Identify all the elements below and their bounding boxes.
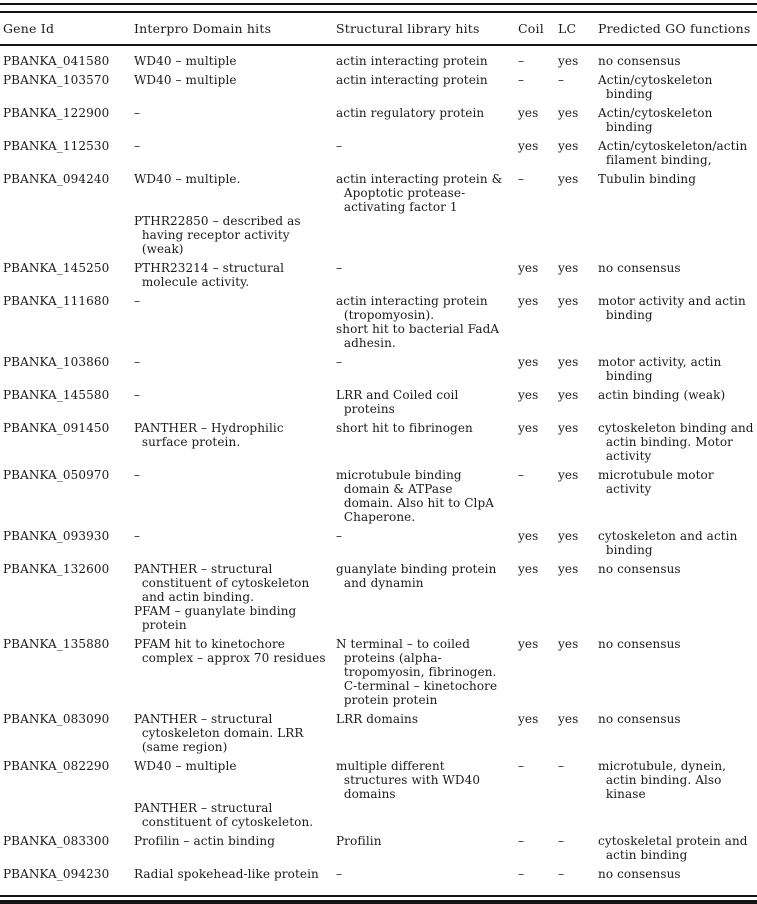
- gene-id-cell: PBANKA_094240: [3, 172, 110, 186]
- gene-id-cell: PBANKA_112530: [3, 139, 110, 153]
- coil-cell: –: [518, 73, 525, 87]
- structural-library-hits-cell: actin interacting protein: [336, 54, 488, 68]
- column-header-lc: LC: [558, 21, 577, 36]
- coil-cell: –: [518, 54, 525, 68]
- lc-cell: yes: [558, 261, 579, 275]
- lc-cell: yes: [558, 529, 579, 543]
- structural-library-hits-cell: multiple different structures with WD40 domains: [336, 759, 481, 801]
- predicted-go-functions-cell: actin binding (weak): [598, 388, 726, 402]
- gene-id-cell: PBANKA_103570: [3, 73, 110, 87]
- lc-cell: yes: [558, 468, 579, 482]
- table-header-row: [0, 13, 757, 44]
- gene-id-cell: PBANKA_132600: [3, 562, 110, 576]
- interpro-domain-hits-cell: Radial spokehead-like protein: [134, 867, 319, 881]
- lc-cell: –: [558, 867, 565, 881]
- lc-cell: yes: [558, 388, 579, 402]
- lc-cell: yes: [558, 106, 579, 120]
- coil-cell: yes: [518, 529, 539, 543]
- table-row: [0, 712, 757, 754]
- table-row: [0, 139, 757, 167]
- coil-cell: yes: [518, 388, 539, 402]
- coil-cell: yes: [518, 139, 539, 153]
- coil-cell: yes: [518, 637, 539, 651]
- table-row: [0, 355, 757, 383]
- structural-library-hits-cell: short hit to fibrinogen: [336, 421, 473, 435]
- predicted-go-functions-cell: Actin/cytoskeleton binding: [598, 73, 713, 101]
- predicted-go-functions-cell: motor activity and actin binding: [598, 294, 746, 322]
- gene-id-cell: PBANKA_041580: [3, 54, 110, 68]
- table-bottom-rule: [0, 895, 757, 904]
- gene-id-cell: PBANKA_103860: [3, 355, 110, 369]
- predicted-go-functions-cell: Actin/cytoskeleton/actin filament binding,: [598, 139, 748, 167]
- structural-library-hits-cell: –: [336, 529, 343, 543]
- predicted-go-functions-cell: motor activity, actin binding: [598, 355, 722, 383]
- structural-library-hits-cell: N terminal – to coiled proteins (alpha- tropomyosin, fibrinogen. C-terminal – kinetochore protein protein: [336, 637, 498, 707]
- gene-id-cell: PBANKA_083090: [3, 712, 110, 726]
- column-header-structural-library-hits: Structural library hits: [336, 21, 480, 36]
- lc-cell: –: [558, 834, 565, 848]
- structural-library-hits-cell: microtubule binding domain & ATPase domain. Also hit to ClpA Chaperone.: [336, 468, 494, 524]
- coil-cell: yes: [518, 355, 539, 369]
- gene-id-cell: PBANKA_091450: [3, 421, 110, 435]
- predicted-go-functions-cell: cytoskeleton binding and actin binding. Motor activity: [598, 421, 754, 463]
- table-row: [0, 867, 757, 881]
- column-header-coil: Coil: [518, 21, 544, 36]
- interpro-domain-hits-cell: –: [134, 139, 141, 153]
- structural-library-hits-cell: actin interacting protein & Apoptotic protease- activating factor 1: [336, 172, 503, 214]
- interpro-domain-hits-cell: PFAM hit to kinetochore complex – approx 70 residues: [134, 637, 326, 665]
- coil-cell: –: [518, 172, 525, 186]
- gene-id-cell: PBANKA_111680: [3, 294, 110, 308]
- interpro-domain-hits-cell: PANTHER – Hydrophilic surface protein.: [134, 421, 284, 449]
- table-row: [0, 759, 757, 829]
- predicted-go-functions-cell: microtubule, dynein, actin binding. Also kinase: [598, 759, 727, 801]
- predicted-go-functions-cell: no consensus: [598, 712, 681, 726]
- predicted-go-functions-cell: no consensus: [598, 261, 681, 275]
- interpro-domain-hits-cell: PTHR23214 – structural molecule activity.: [134, 261, 285, 289]
- lc-cell: yes: [558, 172, 579, 186]
- table-row: [0, 261, 757, 289]
- table-row: [0, 172, 757, 256]
- lc-cell: yes: [558, 421, 579, 435]
- coil-cell: yes: [518, 261, 539, 275]
- predicted-go-functions-cell: no consensus: [598, 562, 681, 576]
- lc-cell: yes: [558, 355, 579, 369]
- table-row: [0, 529, 757, 557]
- structural-library-hits-cell: guanylate binding protein and dynamin: [336, 562, 497, 590]
- interpro-domain-hits-cell: WD40 – multiple PANTHER – structural constituent of cytoskeleton.: [134, 759, 314, 829]
- structural-library-hits-cell: –: [336, 867, 343, 881]
- predicted-go-functions-cell: Tubulin binding: [598, 172, 697, 186]
- predicted-go-functions-cell: Actin/cytoskeleton binding: [598, 106, 713, 134]
- structural-library-hits-cell: LRR domains: [336, 712, 419, 726]
- structural-library-hits-cell: actin interacting protein (tropomyosin). short hit to bacterial FadA adhesin.: [336, 294, 500, 350]
- gene-id-cell: PBANKA_083300: [3, 834, 110, 848]
- predicted-go-functions-cell: no consensus: [598, 867, 681, 881]
- interpro-domain-hits-cell: WD40 – multiple: [134, 54, 237, 68]
- predicted-go-functions-cell: microtubule motor activity: [598, 468, 714, 496]
- table-row: [0, 637, 757, 707]
- table-row: [0, 106, 757, 134]
- structural-library-hits-cell: Profilin: [336, 834, 382, 848]
- interpro-domain-hits-cell: –: [134, 388, 141, 402]
- interpro-domain-hits-cell: PANTHER – structural constituent of cytoskeleton and actin binding. PFAM – guanylate binding protein: [134, 562, 310, 632]
- interpro-domain-hits-cell: PANTHER – structural cytoskeleton domain. LRR (same region): [134, 712, 304, 754]
- gene-id-cell: PBANKA_145250: [3, 261, 110, 275]
- gene-id-cell: PBANKA_135880: [3, 637, 110, 651]
- table-row: [0, 73, 757, 101]
- lc-cell: yes: [558, 294, 579, 308]
- table-row: [0, 834, 757, 862]
- table-row: [0, 421, 757, 463]
- structural-library-hits-cell: LRR and Coiled coil proteins: [336, 388, 459, 416]
- coil-cell: –: [518, 834, 525, 848]
- interpro-domain-hits-cell: WD40 – multiple. PTHR22850 – described as having receptor activity (weak): [134, 172, 301, 256]
- coil-cell: yes: [518, 712, 539, 726]
- table-row: [0, 468, 757, 524]
- predicted-go-functions-cell: cytoskeletal protein and actin binding: [598, 834, 748, 862]
- structural-library-hits-cell: –: [336, 261, 343, 275]
- lc-cell: yes: [558, 54, 579, 68]
- coil-cell: yes: [518, 106, 539, 120]
- table-row: [0, 294, 757, 350]
- coil-cell: yes: [518, 562, 539, 576]
- column-header-predicted-go-functions: Predicted GO functions: [598, 21, 751, 36]
- structural-library-hits-cell: actin regulatory protein: [336, 106, 485, 120]
- coil-cell: yes: [518, 421, 539, 435]
- interpro-domain-hits-cell: –: [134, 468, 141, 482]
- predicted-go-functions-cell: no consensus: [598, 54, 681, 68]
- table-top-rule: [0, 3, 757, 13]
- predicted-go-functions-cell: no consensus: [598, 637, 681, 651]
- lc-cell: yes: [558, 712, 579, 726]
- lc-cell: –: [558, 73, 565, 87]
- gene-id-cell: PBANKA_050970: [3, 468, 110, 482]
- gene-id-cell: PBANKA_094230: [3, 867, 110, 881]
- column-header-interpro-domain-hits: Interpro Domain hits: [134, 21, 272, 36]
- table-body: [0, 46, 757, 895]
- coil-cell: yes: [518, 294, 539, 308]
- interpro-domain-hits-cell: –: [134, 106, 141, 120]
- table-row: [0, 562, 757, 632]
- gene-id-cell: PBANKA_093930: [3, 529, 110, 543]
- lc-cell: yes: [558, 562, 579, 576]
- coil-cell: –: [518, 759, 525, 773]
- structural-library-hits-cell: –: [336, 355, 343, 369]
- coil-cell: –: [518, 468, 525, 482]
- structural-library-hits-cell: actin interacting protein: [336, 73, 488, 87]
- interpro-domain-hits-cell: WD40 – multiple: [134, 73, 237, 87]
- interpro-domain-hits-cell: –: [134, 529, 141, 543]
- structural-library-hits-cell: –: [336, 139, 343, 153]
- predicted-go-functions-cell: cytoskeleton and actin binding: [598, 529, 738, 557]
- coil-cell: –: [518, 867, 525, 881]
- interpro-domain-hits-cell: –: [134, 294, 141, 308]
- column-header-gene-id: Gene Id: [3, 21, 55, 36]
- gene-id-cell: PBANKA_145580: [3, 388, 110, 402]
- interpro-domain-hits-cell: –: [134, 355, 141, 369]
- table-row: [0, 388, 757, 416]
- lc-cell: yes: [558, 637, 579, 651]
- gene-id-cell: PBANKA_122900: [3, 106, 110, 120]
- lc-cell: –: [558, 759, 565, 773]
- table-row: [0, 54, 757, 68]
- gene-id-cell: PBANKA_082290: [3, 759, 110, 773]
- lc-cell: yes: [558, 139, 579, 153]
- interpro-domain-hits-cell: Profilin – actin binding: [134, 834, 276, 848]
